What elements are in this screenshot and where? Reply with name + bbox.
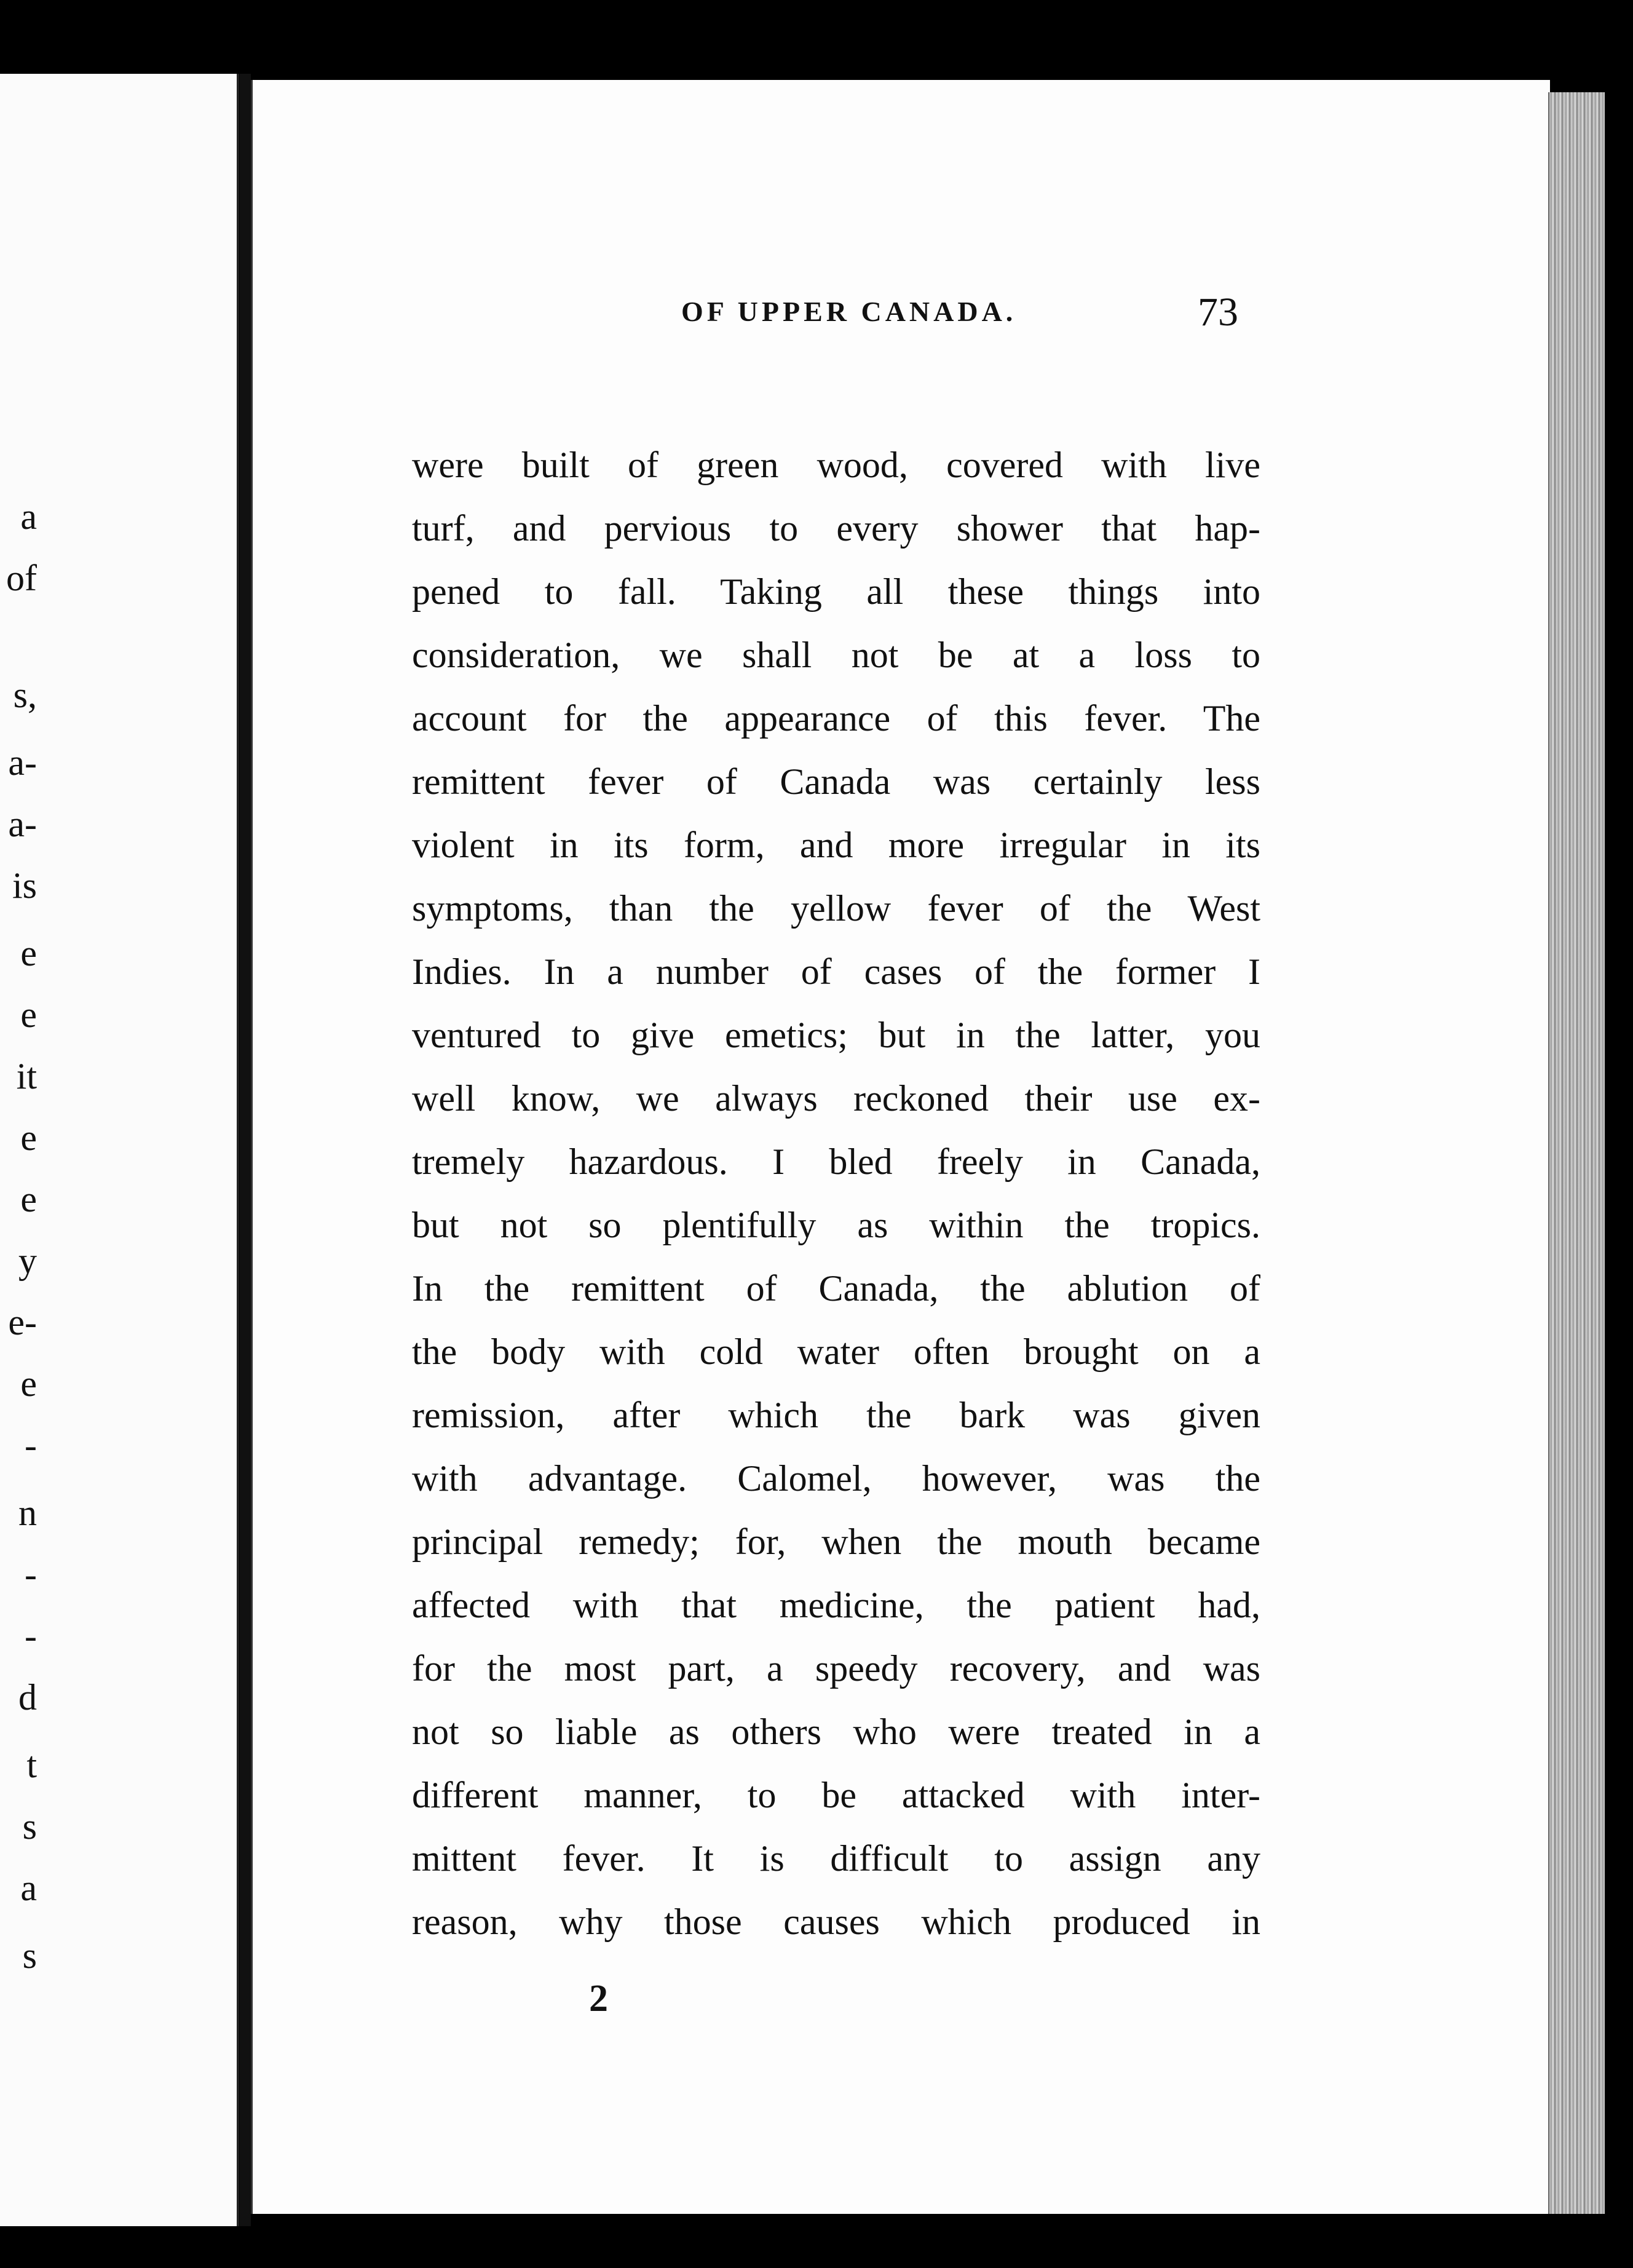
text-line: principal remedy; for, when the mouth became	[412, 1521, 1260, 1562]
left-page-fragment: t	[26, 1745, 37, 1785]
text-line: for the most part, a speedy recovery, and was	[412, 1648, 1260, 1689]
left-page-fragment: d	[18, 1677, 37, 1718]
text-line: ventured to give emetics; but in the latter, you	[412, 1015, 1260, 1055]
left-page-fragment: e	[20, 933, 37, 973]
left-page-fragment: e	[20, 1179, 37, 1219]
text-line: mittent fever. It is difficult to assign any	[412, 1838, 1260, 1879]
text-line: remittent fever of Canada was certainly less	[412, 761, 1260, 802]
text-line: In the remittent of Canada, the ablution of	[412, 1268, 1260, 1309]
text-line: symptoms, than the yellow fever of the West	[412, 888, 1260, 929]
left-page-fragment: it	[16, 1056, 37, 1096]
book-gutter	[240, 74, 251, 2226]
left-page-fragment: e-	[8, 1302, 37, 1342]
left-page-fragment: of	[6, 558, 37, 598]
left-page-fragment: e	[20, 994, 37, 1035]
running-head	[681, 289, 1296, 338]
left-page-fragment: a-	[8, 804, 37, 844]
page-number: 73	[1198, 290, 1238, 335]
left-page-fragment: e	[20, 1117, 37, 1158]
page-edges	[1548, 92, 1605, 2214]
text-line: different manner, to be attacked with inter-	[412, 1775, 1260, 1815]
left-page-fragment: a	[20, 1868, 37, 1908]
left-page-fragment: -	[25, 1616, 37, 1656]
left-page-fragment: s	[22, 1935, 37, 1976]
text-line: with advantage. Calomel, however, was the	[412, 1458, 1260, 1499]
signature-mark: 2	[589, 1978, 608, 2020]
left-page-fragment: s,	[13, 675, 37, 715]
left-page-fragment: -	[25, 1554, 37, 1595]
text-line: tremely hazardous. I bled freely in Canada,	[412, 1141, 1260, 1182]
left-page-fragment: e	[20, 1363, 37, 1404]
left-page-fragment: y	[18, 1240, 37, 1281]
left-page-fragment: a-	[8, 742, 37, 783]
text-line: the body with cold water often brought on a	[412, 1331, 1260, 1372]
text-line: but not so plentifully as within the tropics.	[412, 1205, 1260, 1245]
left-page	[0, 74, 239, 2226]
text-line: affected with that medicine, the patient had,	[412, 1585, 1260, 1625]
text-line: well know, we always reckoned their use ex-	[412, 1078, 1260, 1119]
left-page-fragment: is	[12, 865, 37, 906]
text-line: pened to fall. Taking all these things into	[412, 571, 1260, 612]
running-title: OF UPPER CANADA.	[681, 296, 1017, 327]
text-line: turf, and pervious to every shower that hap-	[412, 508, 1260, 549]
text-line: violent in its form, and more irregular in its	[412, 825, 1260, 865]
body-text	[412, 434, 1260, 1954]
text-line: Indies. In a number of cases of the former I	[412, 951, 1260, 992]
text-line: were built of green wood, covered with live	[412, 445, 1260, 485]
text-line: not so liable as others who were treated in a	[412, 1711, 1260, 1752]
text-line: remission, after which the bark was given	[412, 1395, 1260, 1435]
text-line: consideration, we shall not be at a loss to	[412, 635, 1260, 675]
left-page-fragment: -	[25, 1425, 37, 1465]
left-page-fragment: s	[22, 1806, 37, 1847]
text-line: reason, why those causes which produced in	[412, 1901, 1260, 1942]
text-line: account for the appearance of this fever. The	[412, 698, 1260, 739]
left-page-fragment: a	[20, 496, 37, 537]
left-page-fragment: n	[18, 1493, 37, 1533]
